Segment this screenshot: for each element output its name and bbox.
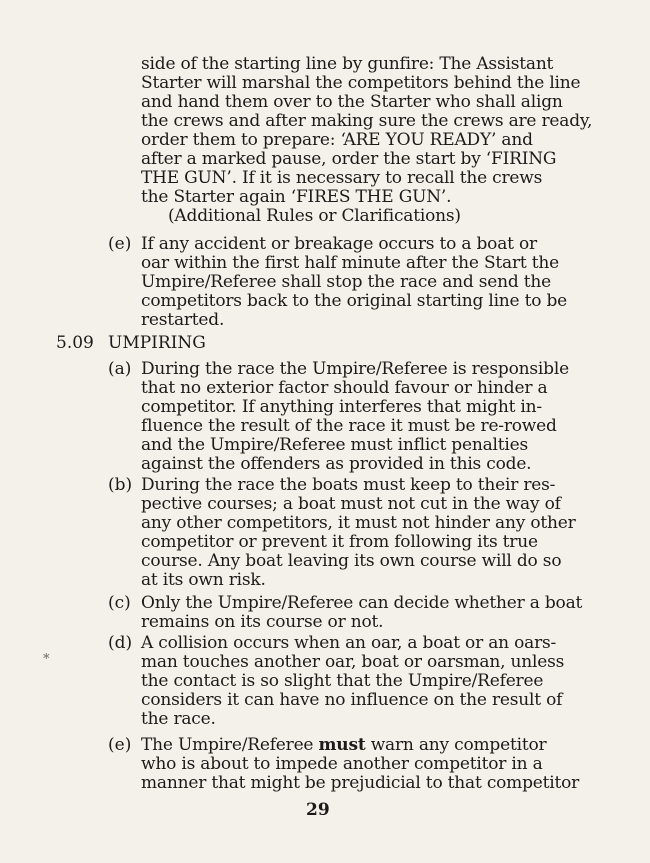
section-title: UMPIRING bbox=[108, 333, 206, 353]
text-line: after a marked pause, order the start by ‘FIRING bbox=[141, 149, 557, 169]
text-line: and the Umpire/Referee must inflict penalties bbox=[141, 435, 529, 455]
text-line: the crews and after making sure the crews are ready, bbox=[141, 111, 593, 131]
text-line: competitors back to the original starting line to be bbox=[141, 291, 568, 311]
text-line: any other competitors, it must not hinder any other bbox=[141, 513, 576, 533]
text-line: Starter will marshal the competitors behind the line bbox=[141, 73, 581, 93]
text-line: the race. bbox=[141, 709, 216, 729]
margin-asterisk: * bbox=[43, 652, 50, 667]
text-line: Umpire/Referee shall stop the race and send the bbox=[141, 272, 552, 292]
text-line: at its own risk. bbox=[141, 570, 266, 590]
text-line: Only the Umpire/Referee can decide whether a boat bbox=[141, 593, 583, 613]
clarification-note: (Additional Rules or Clarifications) bbox=[168, 206, 461, 226]
text-line: fluence the result of the race it must be re-rowed bbox=[141, 416, 557, 436]
text-line: course. Any boat leaving its own course will do so bbox=[141, 551, 562, 571]
text-line: pective courses; a boat must not cut in the way of bbox=[141, 494, 561, 514]
text-line: During the race the Umpire/Referee is responsible bbox=[141, 359, 569, 379]
text-line: who is about to impede another competitor in a bbox=[141, 754, 543, 774]
item-marker: (b) bbox=[108, 475, 133, 495]
text-line: THE GUN’. If it is necessary to recall the crews bbox=[141, 168, 543, 188]
text-line: order them to prepare: ‘ARE YOU READY’ and bbox=[141, 130, 533, 150]
text-line: remains on its course or not. bbox=[141, 612, 384, 632]
text-line: manner that might be prejudicial to that competitor bbox=[141, 773, 580, 793]
text-line: against the offenders as provided in this code. bbox=[141, 454, 532, 474]
text-line: competitor or prevent it from following its true bbox=[141, 532, 538, 552]
text-line: that no exterior factor should favour or hinder a bbox=[141, 378, 548, 398]
text-line: oar within the first half minute after the Start the bbox=[141, 253, 559, 273]
text-segment: warn any competitor bbox=[365, 735, 547, 755]
emphasis-must: must bbox=[318, 735, 366, 755]
text-line: man touches another oar, boat or oarsman, unless bbox=[141, 652, 565, 672]
text-line: A collision occurs when an oar, a boat or an oars- bbox=[141, 633, 557, 653]
item-marker: (e) bbox=[108, 234, 132, 254]
text-line: the contact is so slight that the Umpire/Referee bbox=[141, 671, 544, 691]
text-line: competitor. If anything interferes that might in- bbox=[141, 397, 542, 417]
item-marker: (e) bbox=[108, 735, 132, 755]
text-line: side of the starting line by gunfire: The Assistant bbox=[141, 54, 554, 74]
text-line-with-emphasis bbox=[141, 736, 546, 755]
text-line: and hand them over to the Starter who shall align bbox=[141, 92, 563, 112]
text-line: the Starter again ‘FIRES THE GUN’. bbox=[141, 187, 452, 207]
item-marker: (c) bbox=[108, 593, 131, 613]
section-number: 5.09 bbox=[56, 333, 94, 353]
text-line: restarted. bbox=[141, 310, 225, 330]
text-line: If any accident or breakage occurs to a boat or bbox=[141, 234, 537, 254]
text-line: considers it can have no influence on the result of bbox=[141, 690, 563, 710]
item-marker: (a) bbox=[108, 359, 132, 379]
text-segment: The Umpire/Referee bbox=[141, 735, 319, 755]
page-number: 29 bbox=[306, 800, 330, 820]
item-marker: (d) bbox=[108, 633, 133, 653]
text-line: During the race the boats must keep to their res- bbox=[141, 475, 556, 495]
